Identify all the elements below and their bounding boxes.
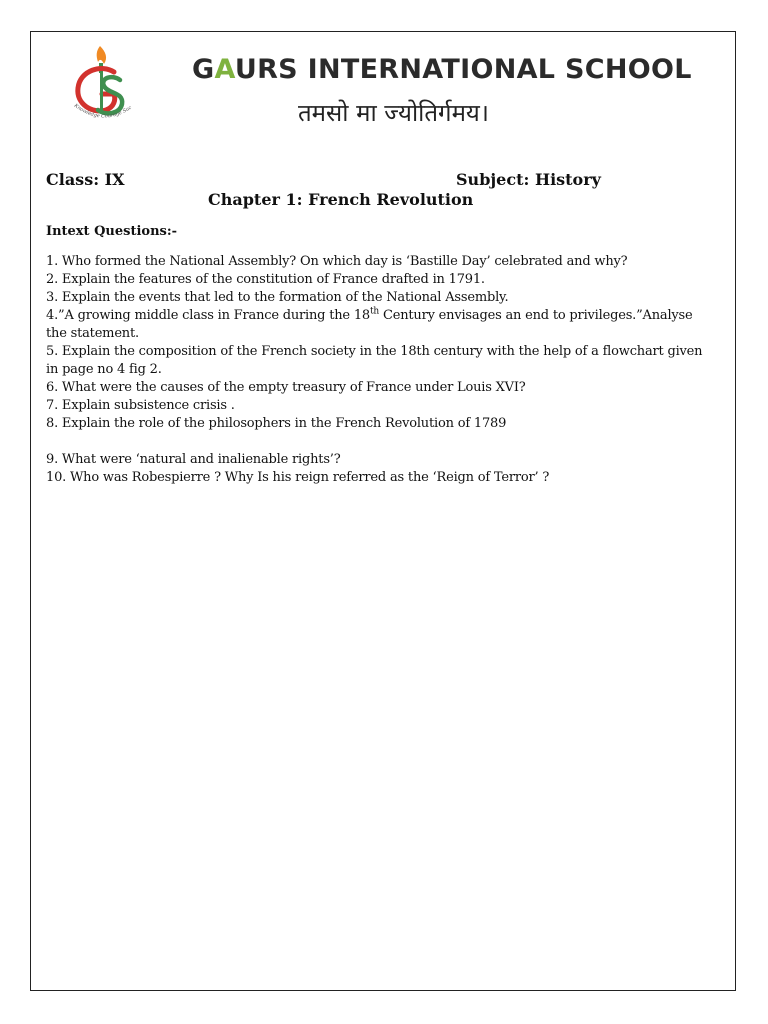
school-name-part1: G	[192, 54, 215, 85]
question-4-text-start: 4.”A growing middle class in France during the 18	[46, 308, 371, 323]
question-4-text-end: Century envisages an end to privileges.”Analyse the statement.	[46, 308, 693, 341]
question-list	[46, 253, 716, 487]
section-heading: Intext Questions:-	[46, 224, 178, 239]
school-name	[192, 54, 692, 85]
class-label: Class: IX	[46, 170, 125, 189]
question-2: 2. Explain the features of the constitution of France drafted in 1791.	[46, 272, 485, 287]
question-9: 9. What were ‘natural and inalienable rights’?	[46, 452, 341, 467]
question-4	[46, 307, 716, 343]
question-spacer	[46, 433, 716, 451]
page-border	[30, 31, 736, 991]
question-5: 5. Explain the composition of the French society in the 18th century with the help of a flowchart given in page no 4 fig 2.	[46, 344, 703, 377]
question-10: 10. Who was Robespierre ? Why Is his reign referred as the ‘Reign of Terror’ ?	[46, 470, 550, 485]
question-1: 1. Who formed the National Assembly? On which day is ‘Bastille Day’ celebrated and why?	[46, 254, 628, 269]
question-7: 7. Explain subsistence crisis .	[46, 398, 235, 413]
school-name-accent-letter: A	[214, 54, 235, 85]
school-logo-icon	[62, 44, 142, 126]
school-header	[48, 42, 692, 130]
question-3: 3. Explain the events that led to the formation of the National Assembly.	[46, 290, 509, 305]
subject-label: Subject: History	[456, 170, 601, 189]
chapter-title: Chapter 1: French Revolution	[208, 190, 474, 209]
question-4-superscript: th	[370, 306, 380, 317]
school-motto: तमसो मा ज्योतिर्गमय।	[298, 99, 489, 127]
school-name-part2: URS INTERNATIONAL SCHOOL	[234, 54, 692, 85]
question-6: 6. What were the causes of the empty treasury of France under Louis XVI?	[46, 380, 526, 395]
logo-tagline: Knowledge Courage Suc	[72, 102, 133, 120]
question-8: 8. Explain the role of the philosophers in the French Revolution of 1789	[46, 416, 507, 431]
